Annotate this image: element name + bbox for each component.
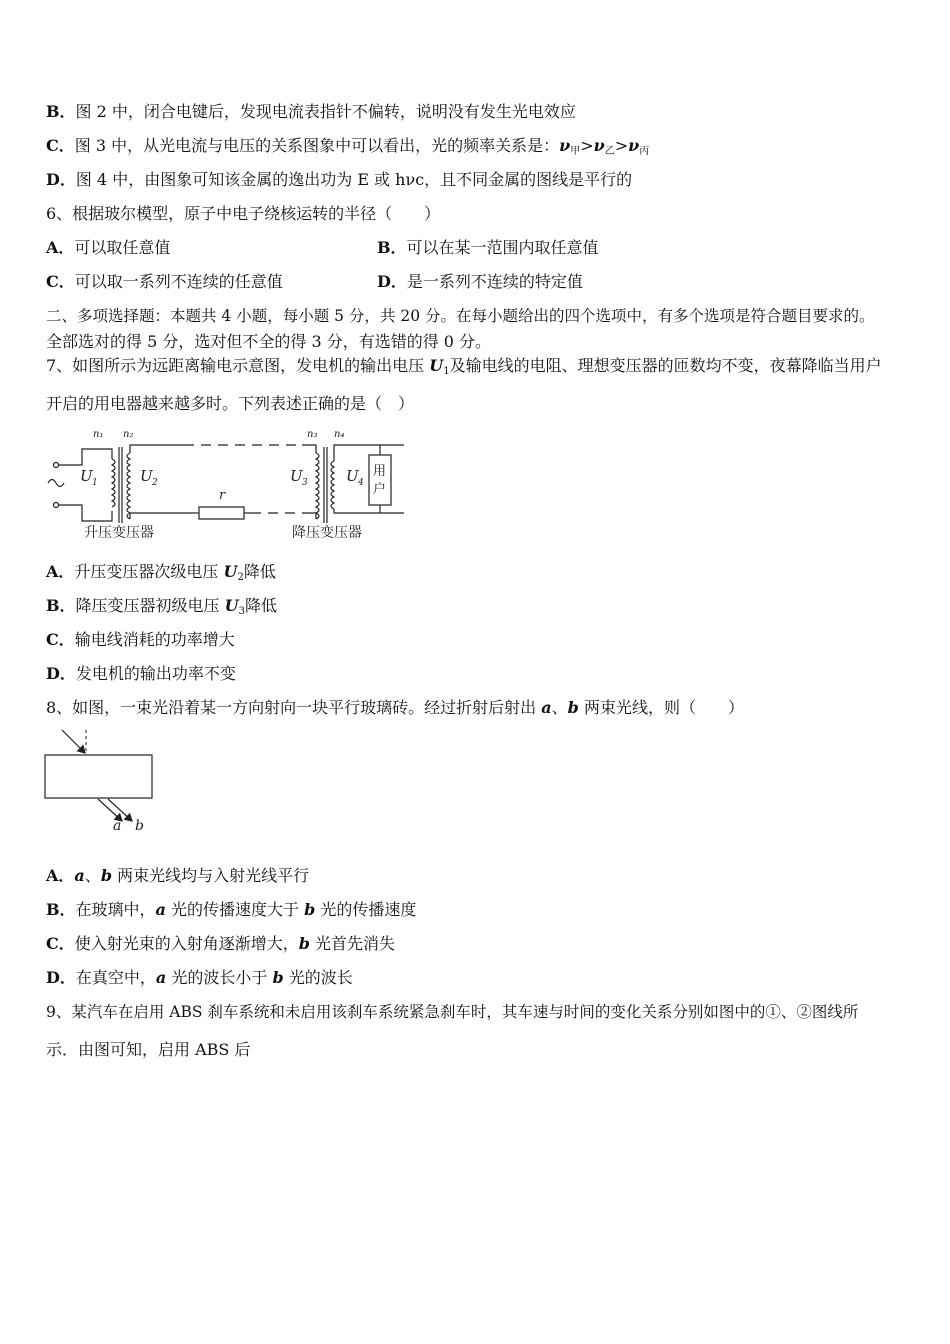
wire [58, 449, 112, 465]
label-r: r [219, 488, 226, 503]
step-up-label: 升压变压器 [84, 525, 154, 541]
option-text: 降低 [243, 562, 276, 581]
option-text: 光的波长 [283, 968, 353, 987]
q8-option-d [46, 968, 353, 988]
var-a: a [74, 866, 85, 885]
option-text: 图 3 中，从光电流与电压的关系图象中可以看出，光的频率关系是： [74, 136, 560, 155]
u-subscript: 1 [443, 366, 450, 377]
option-text: 升压变压器次级电压 [74, 562, 224, 581]
option-text: 输电线消耗的功率增大 [74, 630, 235, 649]
q8-option-a [46, 866, 309, 886]
option-label: A． [46, 866, 75, 885]
u-subscript: 2 [237, 572, 244, 583]
q9-stem-line2: 示．由图可知，启用 ABS 后 [46, 1040, 251, 1059]
var-b: b [100, 866, 112, 885]
user-label-2: 户 [373, 482, 387, 497]
label-u4: U [346, 467, 359, 485]
label-b: b [135, 818, 144, 834]
option-text: 使入射光束的入射角逐渐增大， [74, 934, 299, 953]
stem-text: 两束光线，则（ ） [578, 698, 744, 717]
label-a: a [113, 818, 122, 834]
option-label: A． [46, 238, 75, 257]
q6-option-c [46, 272, 283, 292]
label-u4-sub: 4 [358, 478, 364, 488]
option-text: 在真空中， [75, 968, 156, 987]
q7-stem-line2: 开启的用电器越来越多时。下列表述正确的是（ ） [46, 394, 415, 413]
primary-coil-3 [316, 453, 319, 519]
option-text: 可以取任意值 [74, 238, 171, 257]
option-text: 光的传播速度大于 [165, 900, 305, 919]
wire [130, 445, 184, 453]
q5-option-b [46, 102, 576, 122]
q8-stem [46, 698, 744, 718]
secondary-coil-2 [127, 453, 130, 519]
q7-option-b [46, 596, 277, 622]
option-text: 两束光线均与入射光线平行 [112, 866, 310, 885]
u-symbol: U [224, 596, 239, 615]
var-a: a [155, 900, 166, 919]
var-b: b [304, 900, 316, 919]
sub-jia: 甲 [570, 146, 581, 157]
option-label: C． [46, 934, 75, 953]
option-label: D． [46, 664, 76, 683]
wire [130, 513, 194, 519]
wire [302, 445, 316, 453]
glass-brick [45, 755, 152, 798]
stem-text: 7、如图所示为远距离输电示意图，发电机的输出电压 [46, 356, 430, 375]
label-n2: n₂ [123, 429, 134, 440]
nu-symbol: ν [593, 136, 605, 155]
resistor-r [199, 507, 244, 519]
u-symbol: U [429, 356, 444, 375]
u-subscript: 3 [238, 606, 245, 617]
var-b: b [298, 934, 310, 953]
option-text: 可以在某一范围内取任意值 [406, 238, 599, 257]
option-text: 光的波长小于 [166, 968, 273, 987]
wire [58, 505, 112, 521]
wire [334, 509, 404, 513]
label-u1-sub: 1 [92, 478, 98, 488]
option-text: 图 2 中，闭合电键后，发现电流表指针不偏转，说明没有发生光电效应 [75, 102, 576, 121]
q5-option-d [46, 170, 632, 190]
var-b: b [567, 698, 579, 717]
label-u2: U [140, 467, 153, 485]
option-text: 光首先消失 [309, 934, 396, 953]
option-text: 图 4 中，由图象可知该金属的逸出功为 E 或 hνc，且不同金属的图线是平行的 [75, 170, 633, 189]
option-label: C． [46, 630, 75, 649]
stem-text: 8、如图，一束光沿着某一方向射向一块平行玻璃砖。经过折射后射出 [46, 698, 542, 717]
option-text: 、 [84, 866, 101, 885]
wire [302, 513, 316, 519]
q6-stem: 6、根据玻尔模型，原子中电子绕核运转的半径（ ） [46, 204, 441, 223]
option-label: C． [46, 272, 75, 291]
nu-symbol: ν [628, 136, 640, 155]
incident-ray [62, 730, 85, 753]
option-label: A． [46, 562, 75, 581]
option-label: D． [46, 170, 76, 189]
q6-option-b [377, 238, 599, 258]
label-u3-sub: 3 [302, 478, 308, 488]
sep: 、 [551, 698, 568, 717]
nu-symbol: ν [559, 136, 571, 155]
ac-source-terminal-bottom [54, 503, 59, 508]
q9-stem-line1: 9、某汽车在启用 ABS 刹车系统和未启用该刹车系统紧急刹车时，其车速与时间的变化关系分别如图中的①、②图线所 [46, 1003, 859, 1021]
q7-option-a [46, 562, 276, 588]
label-n1: n₁ [93, 429, 104, 440]
option-label: B． [46, 900, 76, 919]
gt-sign: > [580, 136, 594, 155]
label-u1: U [80, 467, 93, 485]
option-text: 在玻璃中， [75, 900, 156, 919]
label-u2-sub: 2 [152, 478, 158, 488]
option-text: 降低 [244, 596, 277, 615]
glass-brick-diagram [40, 726, 170, 836]
var-a: a [541, 698, 552, 717]
q7-stem-line1 [46, 356, 882, 382]
ac-source-icon [48, 480, 64, 487]
q8-option-c [46, 934, 395, 954]
user-label-1: 用 [373, 464, 387, 479]
option-text: 是一系列不连续的特定值 [406, 272, 583, 291]
gt-sign: > [614, 136, 629, 155]
sub-bing: 丙 [639, 146, 650, 157]
var-b: b [272, 968, 284, 987]
step-down-label: 降压变压器 [292, 525, 362, 541]
q6-option-d [377, 272, 583, 292]
stem-text: 及输电线的电阻、理想变压器的匝数均不变，夜幕降临当用户 [449, 356, 882, 375]
label-n3: n₃ [307, 429, 318, 440]
u-symbol: U [223, 562, 238, 581]
q8-option-b [46, 900, 416, 920]
user-load [369, 455, 391, 505]
option-text: 光的传播速度 [315, 900, 417, 919]
option-text: 可以取一系列不连续的任意值 [74, 272, 283, 291]
option-label: D． [46, 968, 76, 987]
q7-option-d [46, 664, 236, 684]
section2-line1: 二、多项选择题：本题共 4 小题，每小题 5 分，共 20 分。在每小题给出的四个选项中，有多个选项是符合题目要求的。 [46, 307, 875, 325]
option-text: 降压变压器初级电压 [75, 596, 225, 615]
option-label: C． [46, 136, 75, 155]
secondary-coil-4 [331, 461, 334, 509]
section2-line2: 全部选对的得 5 分，选对但不全的得 3 分，有选错的得 0 分。 [46, 332, 492, 351]
sub-yi: 乙 [604, 146, 615, 157]
transmission-diagram [44, 425, 410, 543]
option-label: D． [377, 272, 407, 291]
option-label: B． [377, 238, 407, 257]
q6-option-a [46, 238, 170, 258]
ac-source-terminal-top [54, 463, 59, 468]
option-label: B． [46, 102, 76, 121]
q5-option-c [46, 136, 649, 162]
label-u3: U [290, 467, 303, 485]
label-n4: n₄ [334, 429, 345, 440]
q7-option-c [46, 630, 235, 650]
option-label: B． [46, 596, 76, 615]
var-a: a [155, 968, 167, 987]
option-text: 发电机的输出功率不变 [75, 664, 236, 683]
primary-coil-1 [112, 459, 115, 507]
